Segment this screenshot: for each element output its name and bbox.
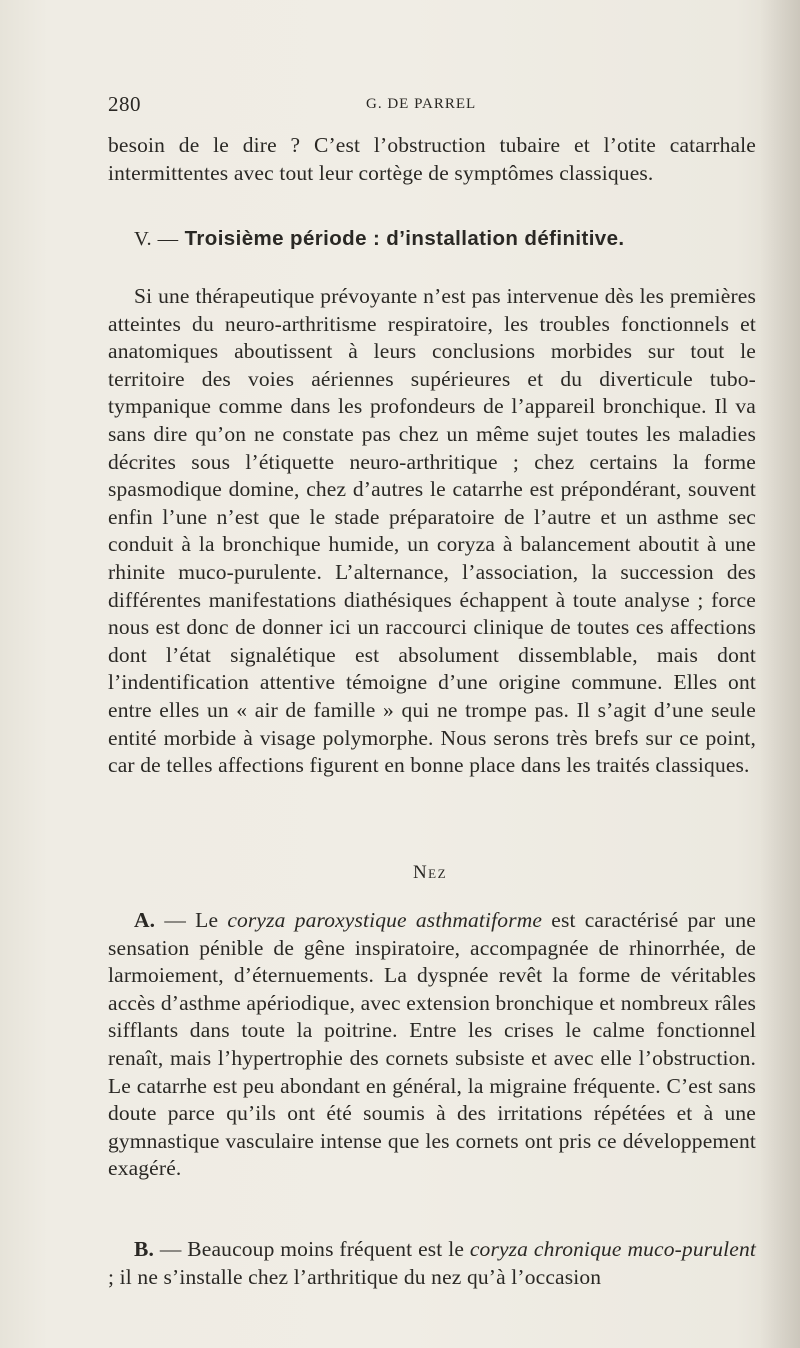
- paragraph-b-dash: — Beaucoup moins fréquent est le: [154, 1237, 470, 1261]
- paragraph-a-dash: — Le: [155, 908, 228, 932]
- paragraph-a-text: [108, 907, 756, 1183]
- page-number: 280: [108, 92, 141, 116]
- section-title: Troisième période : d’installation définitive.: [184, 227, 625, 250]
- paragraph-continuation: [108, 132, 756, 187]
- paragraph-text: besoin de le dire ? C’est l’obstruction tubaire et l’otite catarrhale intermittentes avec tout leur cortège de symptômes classiques.: [108, 133, 756, 185]
- paragraph-a-label: A.: [134, 908, 156, 932]
- section-heading: [134, 227, 774, 251]
- paragraph-a-body: est caractérisé par une sensation pénible de gêne inspiratoire, accompagnée de rhinorrhée, de larmoiement, d’éternuements. La dyspnée revêt la forme de véritables accès d’asthme apériodique, avec extension bronchique et nombreux râles sifflants dans toute la poitrine. Entre les crises le calme fonctionnel renaît, mais l’hypertrophie des cornets subsiste et avec elle l’obstruction. Le catarrhe est peu abondant en général, la migraine fréquente. C’est sans doute parce qu’ils ont été soumis à des irritations répétées et à une gymnastique vasculaire intense que les cornets ont pris ce développement exagéré.: [108, 908, 756, 1181]
- paragraph-b: [108, 1236, 756, 1291]
- page-edge-shadow: [760, 0, 800, 1348]
- section-number: V. —: [134, 228, 179, 250]
- paragraph-text: Si une thérapeutique prévoyante n’est pas intervenue dès les premières atteintes du neuro-arthritisme respiratoire, les troubles fonctionnels et anatomiques aboutissent à leurs conclusions morbides sur tout le territoire des voies aériennes supérieures et du diverticule tubo-tympanique comme dans les profondeurs de l’appareil bronchique. Il va sans dire qu’on ne constate pas chez un même sujet toutes les maladies décrites sous l’étiquette neuro-arthritique ; chez certains la forme spasmodique domine, chez d’autres le catarrhe est prépondérant, souvent enfin l’une n’est que le stade préparatoire de l’autre et un asthme sec conduit à la bronchique humide, un coryza à balancement aboutit à une rhinite muco-purulente. L’alternance, l’association, la succession des différentes manifestations diathésiques échappent à toute analyse ; force nous est donc de donner ici un raccourci clinique de toutes ces affections dont l’état signalétique est absolument dissemblable, mais dont l’indentification attentive témoigne d’une origine commune. Elles ont entre elles un « air de famille » qui ne trompe pas. Il s’agit d’une seule entité morbide à visage polymorphe. Nous serons très brefs sur ce point, car de telles affections figurent en bonne place dans les traités classiques.: [108, 284, 756, 778]
- page-header: [108, 92, 758, 122]
- paragraph-intro: [108, 283, 756, 780]
- paragraph-a-italic-term: coryza paroxystique asthmatiforme: [227, 908, 543, 932]
- paragraph-b-label: B.: [134, 1237, 155, 1261]
- paragraph-b-text: [108, 1236, 756, 1291]
- paragraph-b-italic-term: coryza chronique muco-purulent: [469, 1237, 756, 1261]
- running-head: G. DE PARREL: [366, 96, 477, 112]
- subheading-nez: Nez: [412, 862, 448, 883]
- paragraph-a: [108, 907, 756, 1183]
- paragraph-b-body: ; il ne s’installe chez l’arthritique du nez qu’à l’occasion: [108, 1264, 602, 1289]
